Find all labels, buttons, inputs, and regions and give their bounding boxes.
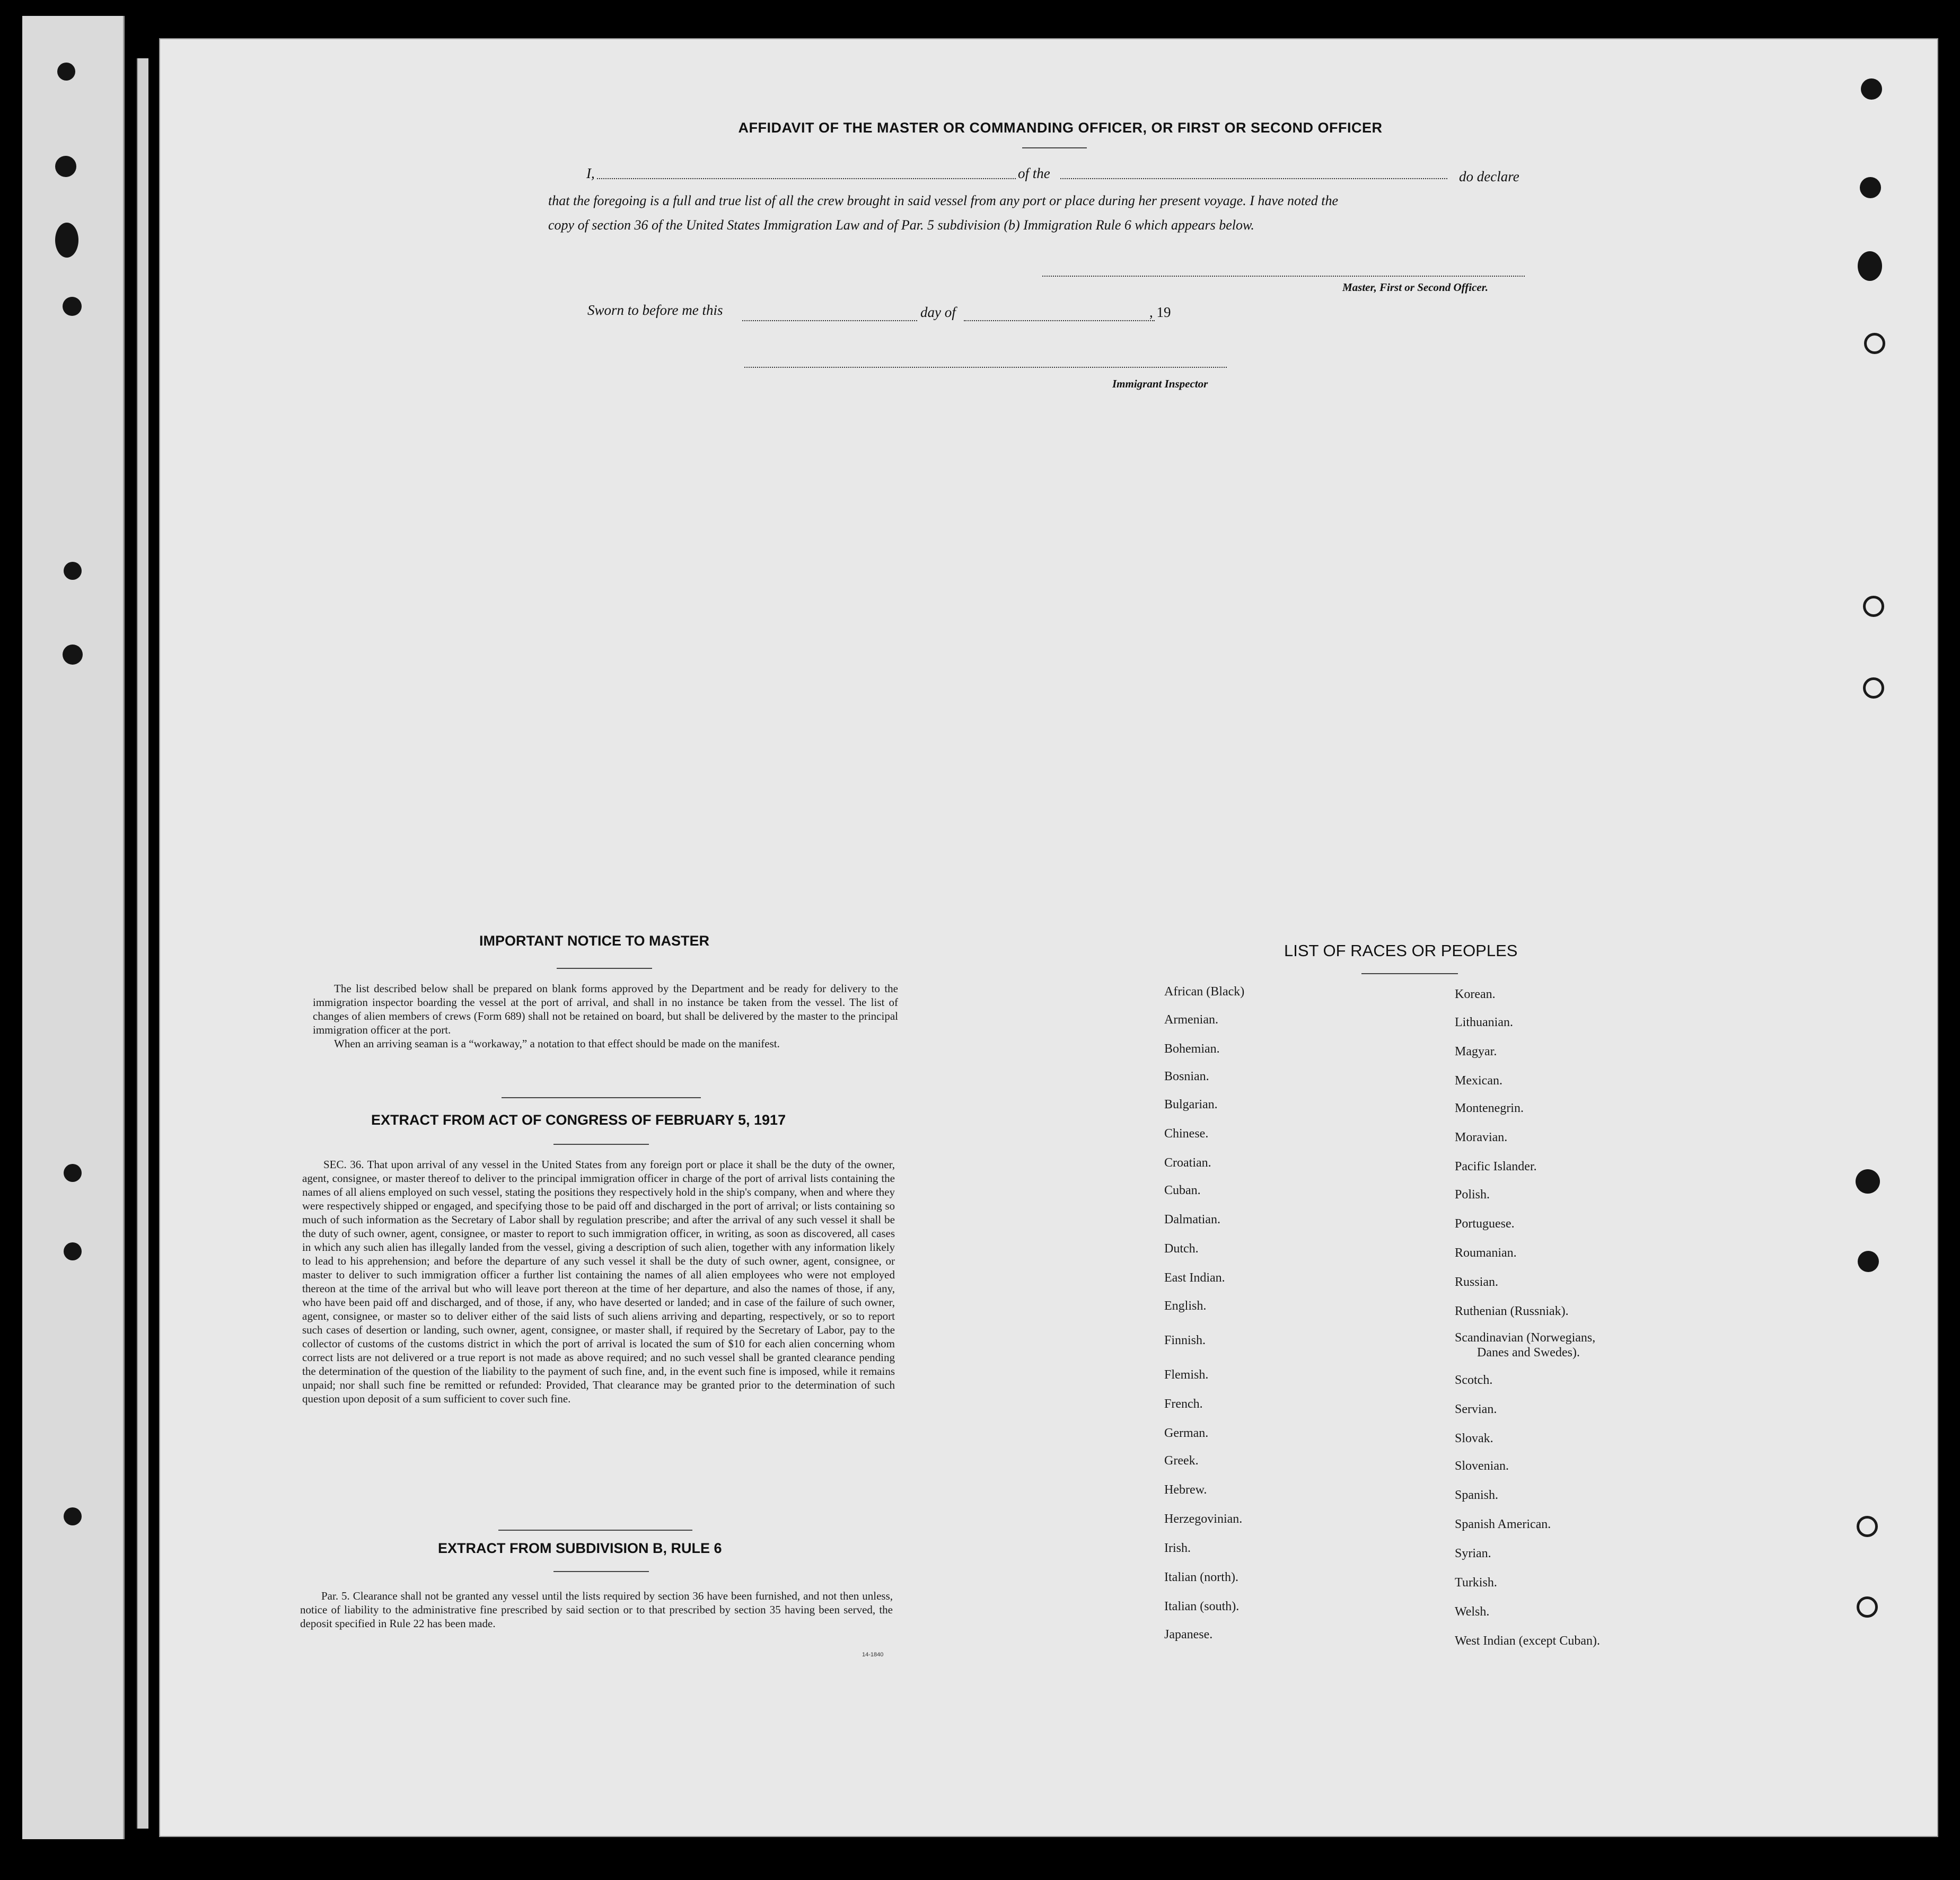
race-item: Lithuanian. — [1455, 1016, 1513, 1029]
binder-hole — [1863, 596, 1884, 617]
race-item: West Indian (except Cuban). — [1455, 1634, 1600, 1648]
master-signature-line[interactable] — [1042, 276, 1525, 277]
race-item: Flemish. — [1164, 1368, 1209, 1382]
race-item: African (Black) — [1164, 985, 1245, 999]
notice-paragraph-1: The list described below shall be prepared on blank forms approved by the Department and be ready for delivery to the immigration inspector boarding the vessel at the port of arrival, and shall in no instance be taken from the vessel. The list of changes of alien members of crews (Form 689) shall not be retained on board, but shall be delivered by the master to the principal immigration officer at the port. — [313, 982, 898, 1036]
race-item: English. — [1164, 1299, 1207, 1313]
binder-hole — [64, 1507, 82, 1525]
race-item: Servian. — [1455, 1402, 1497, 1416]
notice-heading: IMPORTANT NOTICE TO MASTER — [479, 933, 709, 949]
section-divider — [498, 1530, 692, 1531]
race-item: Syrian. — [1455, 1547, 1491, 1560]
rule-text — [300, 1589, 893, 1630]
affidavit-title: AFFIDAVIT OF THE MASTER OR COMMANDING OFFICER, OR FIRST OR SECOND OFFICER — [738, 120, 1383, 136]
binder-hole — [57, 63, 75, 81]
race-item: Polish. — [1455, 1188, 1490, 1202]
race-item: Danes and Swedes). — [1477, 1346, 1580, 1360]
binder-hole — [1856, 1169, 1880, 1194]
vessel-fill-line[interactable] — [1060, 178, 1447, 179]
binder-hole — [1864, 333, 1885, 354]
race-item: Bulgarian. — [1164, 1098, 1218, 1111]
race-item: Japanese. — [1164, 1628, 1213, 1641]
binder-hole — [64, 1242, 82, 1260]
title-underline — [1022, 147, 1087, 148]
race-item: Russian. — [1455, 1275, 1499, 1289]
act-heading: EXTRACT FROM ACT OF CONGRESS OF FEBRUARY 5, 1917 — [371, 1112, 786, 1128]
race-item: Portuguese. — [1455, 1217, 1515, 1231]
declaration-line-2: copy of section 36 of the United States Immigration Law and of Par. 5 subdivision (b) Immigration Rule 6 which appears below. — [548, 217, 1254, 233]
race-item: Bosnian. — [1164, 1070, 1209, 1083]
notice-text — [313, 982, 898, 1051]
race-item: Dalmatian. — [1164, 1213, 1220, 1226]
form-number: 14-1840 — [862, 1652, 884, 1658]
inspector-signature-line[interactable] — [744, 367, 1227, 368]
race-item: Ruthenian (Russniak). — [1455, 1304, 1569, 1318]
do-declare-label: do declare — [1459, 169, 1519, 184]
i-label: I, — [586, 165, 595, 181]
name-fill-line[interactable] — [597, 178, 1016, 179]
race-item: Greek. — [1164, 1454, 1199, 1468]
rule-paragraph: Par. 5. Clearance shall not be granted any vessel until the lists required by section 36 have been furnished, and not then unless, notice of liability to the administrative fine prescribed by said section or to that prescribed by section 35 having been served, the deposit specified in Rule 22 has been made. — [300, 1590, 893, 1630]
race-item: Finnish. — [1164, 1334, 1206, 1347]
race-item: Italian (south). — [1164, 1600, 1240, 1613]
sworn-label: Sworn to before me this — [587, 302, 723, 318]
race-item: Turkish. — [1455, 1576, 1497, 1590]
race-item: Italian (north). — [1164, 1570, 1238, 1584]
rule-heading: EXTRACT FROM SUBDIVISION B, RULE 6 — [438, 1540, 722, 1556]
binder-hole — [63, 645, 83, 665]
document-page — [159, 38, 1938, 1837]
binder-strip — [22, 16, 125, 1839]
race-item: Irish. — [1164, 1541, 1191, 1555]
race-item: German. — [1164, 1426, 1209, 1440]
binder-hole — [1857, 1596, 1878, 1618]
binder-hole — [1857, 1516, 1878, 1537]
rule-underline — [553, 1571, 649, 1572]
race-item: Pacific Islander. — [1455, 1160, 1537, 1173]
race-item: Scandinavian (Norwegians, — [1455, 1331, 1596, 1345]
section-divider — [502, 1097, 701, 1098]
notice-underline — [557, 968, 652, 969]
race-item: Herzegovinian. — [1164, 1512, 1243, 1526]
races-heading: LIST OF RACES OR PEOPLES — [1284, 941, 1518, 960]
year-label: , 19 — [1149, 304, 1171, 320]
race-item: Croatian. — [1164, 1156, 1211, 1170]
race-item: Magyar. — [1455, 1045, 1497, 1058]
binder-hole — [1858, 251, 1882, 281]
act-paragraph: SEC. 36. That upon arrival of any vessel in the United States from any foreign port or place it shall be the duty of the owner, agent, consignee, or master thereof to deliver to the principal immigration officer in charge of the port of arrival lists containing the names of all aliens employed on such vessel, stating the positions they respectively hold in the ship's company, when and where they were respectively shipped or engaged, and specifying those to be paid off and discharged in the port of arrival; or lists containing so much of such information as the Secretary of Labor shall by regulation prescribe; and after the arrival of any such vessel it shall be the duty of such owner, agent, consignee, or master to report to such immigration officer, in writing, as soon as discovered, all cases in which any such alien has illegally landed from the vessel, giving a description of such alien, together with any information likely to lead to his apprehension; and before the departure of any such vessel it shall be the duty of such owner, agent, consignee, or master to deliver to such immigration officer a further list containing the names of all alien employees who were not employed thereon at the time of the arrival but who will leave port thereon at the time of her departure, and also the names of those, if any, who have been paid off and discharged, and of those, if any, who have deserted or landed; and in case of the failure of such owner, agent, consignee, or master so to deliver either of the said lists of such aliens arriving and departing, respectively, or so to report such cases of desertion or landing, such owner, agent, consignee, or master shall, if required by the Secretary of Labor, pay to the collector of customs of the customs district in which the port of arrival is located the sum of $10 for each alien concerning whom correct lists are not delivered or a true report is not made as above required; and no such vessel shall be granted clearance pending the determination of the question of the liability to the payment of such fine, and, in the event such fine is imposed, while it remains unpaid; nor shall such fine be remitted or refunded: Provided, That clearance may be granted prior to the determination of such question upon deposit of a sum sufficient to cover such fine. — [302, 1158, 895, 1405]
race-item: Spanish American. — [1455, 1517, 1551, 1531]
race-item: Bohemian. — [1164, 1042, 1220, 1056]
binder-hole — [64, 562, 82, 580]
race-item: Welsh. — [1455, 1605, 1490, 1619]
binder-hole — [1863, 677, 1884, 699]
binder-hole — [1860, 177, 1881, 198]
race-item: Chinese. — [1164, 1127, 1209, 1141]
of-the-label: of the — [1018, 165, 1050, 181]
race-item: Spanish. — [1455, 1488, 1499, 1502]
race-item: Roumanian. — [1455, 1246, 1517, 1260]
act-underline — [553, 1144, 649, 1145]
notice-paragraph-2: When an arriving seaman is a “workaway,” a notation to that effect should be made on the manifest. — [334, 1037, 780, 1050]
binder-hole — [64, 1164, 82, 1182]
race-item: Scotch. — [1455, 1373, 1493, 1387]
binder-hole — [55, 156, 76, 177]
binder-hole — [55, 223, 78, 258]
declaration-line-1: that the foregoing is a full and true list of all the crew brought in said vessel from any port or place during her present voyage. I have noted the — [548, 193, 1338, 208]
binder-hole — [63, 297, 82, 316]
race-item: East Indian. — [1164, 1271, 1225, 1285]
race-item: Armenian. — [1164, 1013, 1218, 1027]
race-item: Hebrew. — [1164, 1483, 1207, 1497]
race-item: French. — [1164, 1397, 1203, 1411]
binder-hole — [1858, 1251, 1879, 1272]
day-of-label: day of — [920, 304, 956, 320]
race-item: Montenegrin. — [1455, 1101, 1524, 1115]
paper-edge — [137, 58, 148, 1829]
master-signature-label: Master, First or Second Officer. — [1342, 281, 1488, 294]
race-item: Moravian. — [1455, 1131, 1508, 1144]
race-item: Dutch. — [1164, 1242, 1199, 1256]
race-item: Korean. — [1455, 987, 1496, 1001]
race-item: Mexican. — [1455, 1074, 1502, 1088]
race-item: Cuban. — [1164, 1184, 1201, 1197]
act-text — [302, 1158, 895, 1406]
race-item: Slovak. — [1455, 1432, 1493, 1445]
inspector-label: Immigrant Inspector — [1112, 377, 1208, 390]
sworn-month-line[interactable] — [964, 320, 1155, 321]
race-item: Slovenian. — [1455, 1459, 1509, 1473]
sworn-day-line[interactable] — [742, 320, 917, 321]
binder-hole — [1861, 78, 1882, 100]
races-underline — [1361, 973, 1458, 974]
